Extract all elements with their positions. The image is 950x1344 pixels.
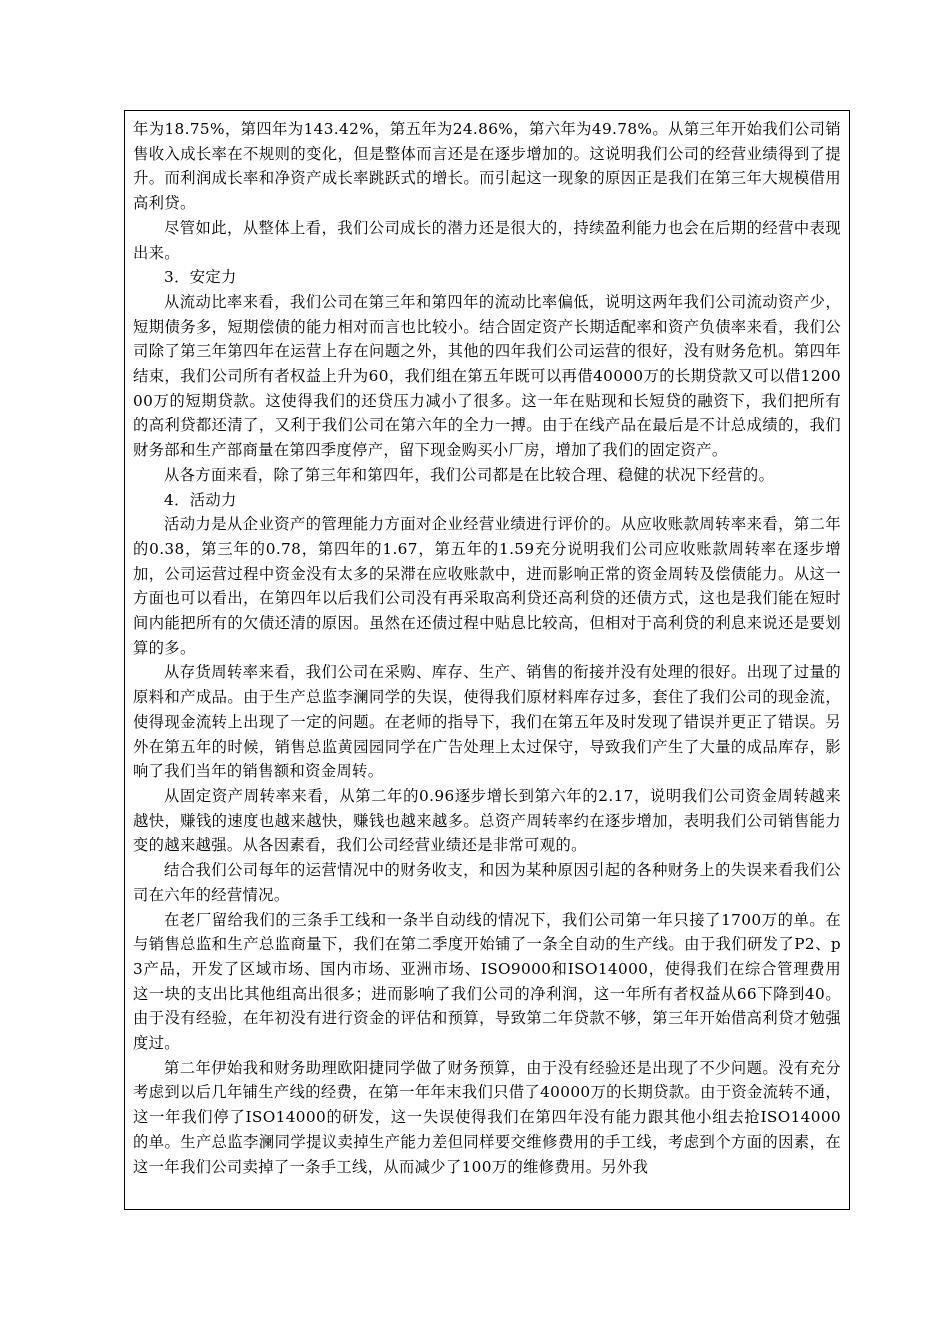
paragraph-inventory-turnover: 从存货周转率来看，我们公司在采购、库存、生产、销售的衔接并没有处理的很好。出现了过量的原料和产成品。由于生产总监李澜同学的失误，使得我们原材料库存过多，套住了我们公司的现金流，使得现金流转上出现了一定的问题。在老师的指导下，我们在第五年及时发现了错误并更正了错误。另外在第五年的时候，销售总监黄园园同学在广告处理上太过保守，导致我们产生了大量的成品库存，影响了我们当年的销售额和资金周转。 bbox=[133, 663, 841, 781]
document-body bbox=[133, 117, 841, 1179]
paragraph-operations-intro: 结合我们公司每年的运营情况中的财务收支，和因为某种原因引起的各种财务上的失误来看我们公司在六年的经营情况。 bbox=[133, 861, 841, 904]
paragraph-growth-summary: 尽管如此，从整体上看，我们公司成长的潜力还是很大的，持续盈利能力也会在后期的经营中表现出来。 bbox=[133, 218, 841, 262]
paragraph-receivables-turnover: 活动力是从企业资产的管理能力方面对企业经营业绩进行评价的。从应收账款周转率来看，第二年的0.38，第三年的0.78，第四年的1.67，第五年的1.59充分说明我们公司应收账款周转率在逐步增加，公司运营过程中资金没有太多的呆滞在应收账款中，进而影响正常的资金周转及偿债能力。从这一方面也可以看出，在第四年以后我们公司没有再采取高利贷还高利贷的还债方式，这也是我们能在短时间内能把所有的欠债还清的原因。虽然在还债过程中贴息比较高，但相对于高利贷的利息来说还是要划算的多。 bbox=[133, 515, 841, 657]
section-heading-stability: 3．安定力 bbox=[164, 268, 237, 287]
document-table-cell bbox=[124, 110, 850, 1210]
paragraph-year-one: 在老厂留给我们的三条手工线和一条半自动线的情况下，我们公司第一年只接了1700万的单。在与销售总监和生产总监商量下，我们在第二季度开始铺了一条全自动的生产线。由于我们研发了P2、p3产品，开发了区域市场、国内市场、亚洲市场、ISO9000和ISO14000，使得我们在综合管理费用这一块的支出比其他组高出很多；进而影响了我们公司的净利润，这一年所有者权益从66下降到40。由于没有经验，在年初没有进行资金的评估和预算，导致第二年贷款不够，第三年开始借高利贷才勉强度过。 bbox=[133, 910, 841, 1053]
paragraph-stability-summary: 从各方面来看，除了第三年和第四年，我们公司都是在比较合理、稳健的状况下经营的。 bbox=[164, 465, 775, 484]
paragraph-fixed-asset-turnover: 从固定资产周转率来看，从第二年的0.96逐步增长到第六年的2.17，说明我们公司资金周转越来越快，赚钱的速度也越来越快，赚钱也越来越多。总资产周转率约在逐步增加，表明我们公司销售能力变的越来越强。从各因素看，我们公司经营业绩还是非常可观的。 bbox=[133, 786, 841, 855]
paragraph-growth-continuation: 年为18.75%，第四年为143.42%，第五年为24.86%，第六年为49.78%。从第三年开始我们公司销售收入成长率在不规则的变化，但是整体而言还是在逐步增加的。这说明我们公司的经营业绩得到了提升。而利润成长率和净资产成长率跳跃式的增长。而引起这一现象的原因正是我们在第三年大规模借用高利贷。 bbox=[133, 120, 841, 213]
section-heading-activity: 4．活动力 bbox=[164, 490, 237, 509]
paragraph-current-ratio: 从流动比率来看，我们公司在第三年和第四年的流动比率偏低，说明这两年我们公司流动资产少，短期债务多，短期偿债的能力相对而言也比较小。结合固定资产长期适配率和资产负债率来看，我们公司除了第三年第四年在运营上存在问题之外，其他的四年我们公司运营的很好，没有财务危机。第四年结束，我们公司所有者权益上升为60，我们组在第五年既可以再借40000万的长期贷款又可以借120000万的短期贷款。这使得我们的还贷压力减小了很多。这一年在贴现和长短贷的融资下，我们把所有的高利贷都还清了，又利于我们公司在第六年的全力一搏。由于在线产品在最后是不计总成绩的，我们财务部和生产部商量在第四季度停产，留下现金购买小厂房，增加了我们的固定资产。 bbox=[133, 292, 841, 460]
paragraph-year-two: 第二年伊始我和财务助理欧阳捷同学做了财务预算，由于没有经验还是出现了不少问题。没有充分考虑到以后几年铺生产线的经费，在第一年年末我们只借了40000万的长期贷款。由于资金流转不通，这一年我们停了ISO14000的研发，这一失误使得我们在第四年没有能力跟其他小组去抢ISO14000的单。生产总监李澜同学提议卖掉生产能力差但同样要交维修费用的手工线，考虑到个方面的因素，在这一年我们公司卖掉了一条手工线，从而减少了100万的维修费用。另外我 bbox=[133, 1058, 841, 1176]
